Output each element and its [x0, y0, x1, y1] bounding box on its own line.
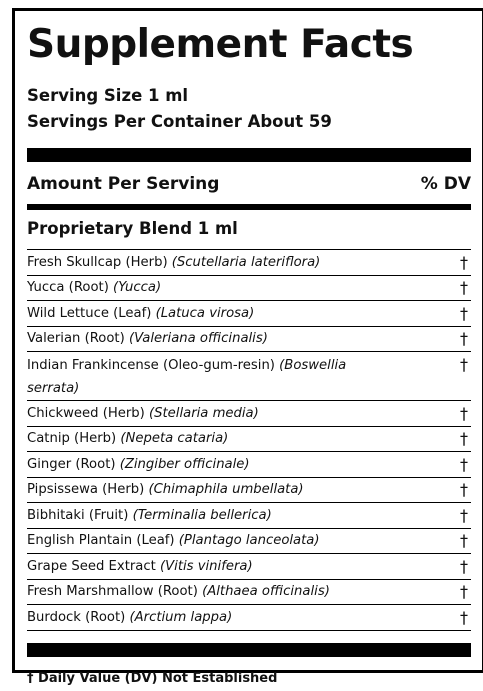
scientific-name: (Arctium lappa): [129, 609, 233, 625]
common-name: English Plantain (Leaf): [27, 533, 179, 549]
ingredient-row: [27, 327, 471, 353]
common-name: Bibhitaki (Fruit): [27, 507, 133, 523]
common-name: Pipsissewa (Herb): [27, 482, 149, 498]
panel-title: Supplement Facts: [27, 22, 414, 67]
ingredient-row: [27, 352, 471, 401]
thick-divider: [27, 148, 471, 162]
scientific-name: (Scutellaria lateriflora): [171, 254, 321, 270]
ingredient-name: [27, 533, 320, 548]
ingredient-row: [27, 503, 471, 529]
footnote: † Daily Value (DV) Not Established: [27, 670, 278, 686]
dv-dagger: †: [460, 303, 468, 323]
ingredient-row: [27, 605, 471, 631]
dv-dagger: †: [460, 429, 468, 449]
dv-dagger: †: [460, 480, 468, 500]
common-name: Burdock (Root): [27, 609, 130, 625]
scientific-name: (Yucca): [113, 280, 162, 296]
scientific-name: (Vitis vinifera): [159, 558, 253, 574]
dv-dagger: †: [460, 531, 468, 551]
scientific-name: (Boswellia serrata): [27, 358, 347, 396]
common-name: Grape Seed Extract: [27, 558, 160, 574]
ingredient-row: [27, 250, 471, 276]
scientific-name: (Nepeta cataria): [120, 431, 229, 447]
bottom-divider: [27, 643, 471, 657]
supplement-facts-panel: [12, 8, 483, 686]
ingredient-name: [27, 406, 259, 421]
scientific-name: (Plantago lanceolata): [178, 533, 320, 549]
common-name: Valerian (Root): [27, 331, 129, 347]
dv-dagger: †: [460, 278, 468, 298]
ingredient-name: [27, 306, 254, 321]
scientific-name: (Althaea officinalis): [202, 584, 330, 600]
common-name: Chickweed (Herb): [27, 405, 149, 421]
ingredient-name: [27, 482, 304, 497]
ingredient-name: [27, 584, 330, 599]
ingredient-name: [27, 331, 268, 346]
dv-dagger: †: [460, 556, 468, 576]
scientific-name: (Valeriana officinalis): [128, 331, 268, 347]
ingredient-row: [27, 529, 471, 555]
ingredient-name: [27, 508, 272, 523]
common-name: Fresh Skullcap (Herb): [27, 254, 172, 270]
dv-dagger: †: [460, 582, 468, 602]
amount-header-row: [27, 162, 471, 204]
scientific-name: (Terminalia bellerica): [132, 507, 272, 523]
ingredient-row: [27, 452, 471, 478]
dv-dagger: †: [460, 454, 468, 474]
common-name: Fresh Marshmallow (Root): [27, 584, 203, 600]
common-name: Catnip (Herb): [27, 431, 121, 447]
ingredient-name: [27, 610, 232, 625]
serving-size: Serving Size 1 ml: [27, 86, 189, 105]
ingredient-row: [27, 301, 471, 327]
common-name: Wild Lettuce (Leaf): [27, 305, 156, 321]
ingredient-name: [27, 559, 253, 574]
ingredient-name: [27, 352, 387, 400]
scientific-name: (Stellaria media): [149, 405, 259, 421]
ingredient-list: [27, 249, 471, 631]
scientific-name: (Latuca virosa): [155, 305, 255, 321]
ingredient-name: [27, 255, 320, 270]
amount-per-serving-label: Amount Per Serving: [27, 174, 220, 194]
dv-header: % DV: [420, 174, 471, 194]
ingredient-row: [27, 478, 471, 504]
dv-dagger: †: [460, 505, 468, 525]
servings-per-container: Servings Per Container About 59: [27, 112, 332, 131]
common-name: Yucca (Root): [27, 280, 114, 296]
dv-dagger: †: [460, 355, 468, 374]
ingredient-row: [27, 554, 471, 580]
ingredient-row: [27, 276, 471, 302]
scientific-name: (Zingiber officinale): [119, 456, 250, 472]
dv-dagger: †: [460, 252, 468, 272]
ingredient-name: [27, 431, 228, 446]
common-name: Indian Frankincense (Oleo-gum-resin): [27, 358, 280, 373]
ingredient-row: [27, 401, 471, 427]
scientific-name: (Chimaphila umbellata): [148, 482, 304, 498]
dv-dagger: †: [460, 403, 468, 423]
ingredient-name: [27, 280, 161, 295]
ingredient-row: [27, 427, 471, 453]
dv-dagger: †: [460, 607, 468, 627]
ingredient-row: [27, 580, 471, 606]
medium-divider: [27, 204, 471, 210]
ingredient-name: [27, 457, 250, 472]
common-name: Ginger (Root): [27, 456, 120, 472]
dv-dagger: †: [460, 329, 468, 349]
blend-title: Proprietary Blend 1 ml: [27, 219, 238, 238]
